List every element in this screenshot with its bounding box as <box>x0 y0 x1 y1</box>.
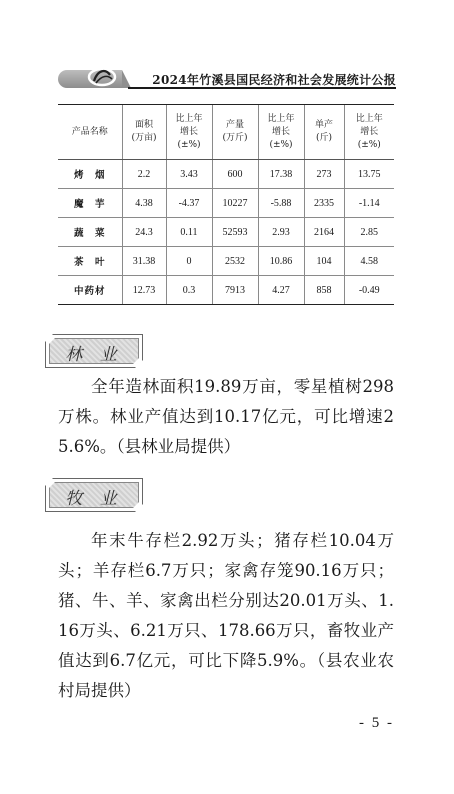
table-cell: -0.49 <box>344 276 394 305</box>
header-title: 2024年竹溪县国民经济和社会发展统计公报 <box>152 73 396 87</box>
table-cell: 2.93 <box>258 218 304 247</box>
livestock-paragraph: 年末牛存栏2.92万头；猪存栏10.04万头；羊存栏6.7万只；家禽存笼90.16万只；猪、牛、羊、家禽出栏分别达20.01万头、1.16万头、6.21万只、178.66万只，畜牧业产值达到6.7亿元，可比下降5.9%。（县农业农村局提供） <box>58 531 394 700</box>
header-rule <box>128 87 396 89</box>
page-number: - 5 - <box>359 715 394 731</box>
table-cell: 12.73 <box>122 276 166 305</box>
table-cell: 24.3 <box>122 218 166 247</box>
table-cell: 0 <box>166 247 212 276</box>
table-row <box>58 247 394 276</box>
table-cell: 17.38 <box>258 160 304 189</box>
county-logo-icon <box>86 65 118 89</box>
table-cell: 蔬 菜 <box>58 218 122 247</box>
livestock-section-badge <box>45 478 143 512</box>
table-cell: 858 <box>304 276 344 305</box>
column-header: 产品名称 <box>58 105 122 160</box>
forestry-section-title: 林 业 <box>65 345 123 365</box>
crop-production-table <box>58 104 394 305</box>
table-cell: 4.27 <box>258 276 304 305</box>
table-cell: 中药材 <box>58 276 122 305</box>
table-cell: 烤 烟 <box>58 160 122 189</box>
table-row <box>58 160 394 189</box>
table-cell: 273 <box>304 160 344 189</box>
table-cell: 魔 芋 <box>58 189 122 218</box>
forestry-section-badge <box>45 334 143 368</box>
table-cell: 600 <box>212 160 258 189</box>
table-cell: 2164 <box>304 218 344 247</box>
table-row <box>58 276 394 305</box>
table-cell: 0.11 <box>166 218 212 247</box>
table-cell: 茶 叶 <box>58 247 122 276</box>
table-cell: 2.2 <box>122 160 166 189</box>
table-cell: -5.88 <box>258 189 304 218</box>
livestock-section-title: 牧 业 <box>65 489 123 509</box>
table-cell: 13.75 <box>344 160 394 189</box>
table-header-row <box>58 105 394 160</box>
table-cell: -1.14 <box>344 189 394 218</box>
table-cell: 2335 <box>304 189 344 218</box>
table-cell: 4.38 <box>122 189 166 218</box>
column-header: 比上年 增长 (±%) <box>344 105 394 160</box>
table-cell: -4.37 <box>166 189 212 218</box>
page-header <box>58 70 396 88</box>
table-cell: 52593 <box>212 218 258 247</box>
table-row <box>58 189 394 218</box>
column-header: 比上年 增长 (±%) <box>166 105 212 160</box>
table-cell: 10.86 <box>258 247 304 276</box>
column-header: 比上年 增长 (±%) <box>258 105 304 160</box>
table-cell: 31.38 <box>122 247 166 276</box>
column-header: 面积 (万亩) <box>122 105 166 160</box>
table-row <box>58 218 394 247</box>
table-cell: 2.85 <box>344 218 394 247</box>
table-cell: 10227 <box>212 189 258 218</box>
table-cell: 7913 <box>212 276 258 305</box>
column-header: 产量 (万斤) <box>212 105 258 160</box>
table-cell: 3.43 <box>166 160 212 189</box>
table-cell: 104 <box>304 247 344 276</box>
table-cell: 4.58 <box>344 247 394 276</box>
column-header: 单产 (斤) <box>304 105 344 160</box>
table-cell: 0.3 <box>166 276 212 305</box>
table-cell: 2532 <box>212 247 258 276</box>
forestry-paragraph: 全年造林面积19.89万亩，零星植树298万株。林业产值达到10.17亿元，可比增速25.6%。（县林业局提供） <box>58 377 394 456</box>
